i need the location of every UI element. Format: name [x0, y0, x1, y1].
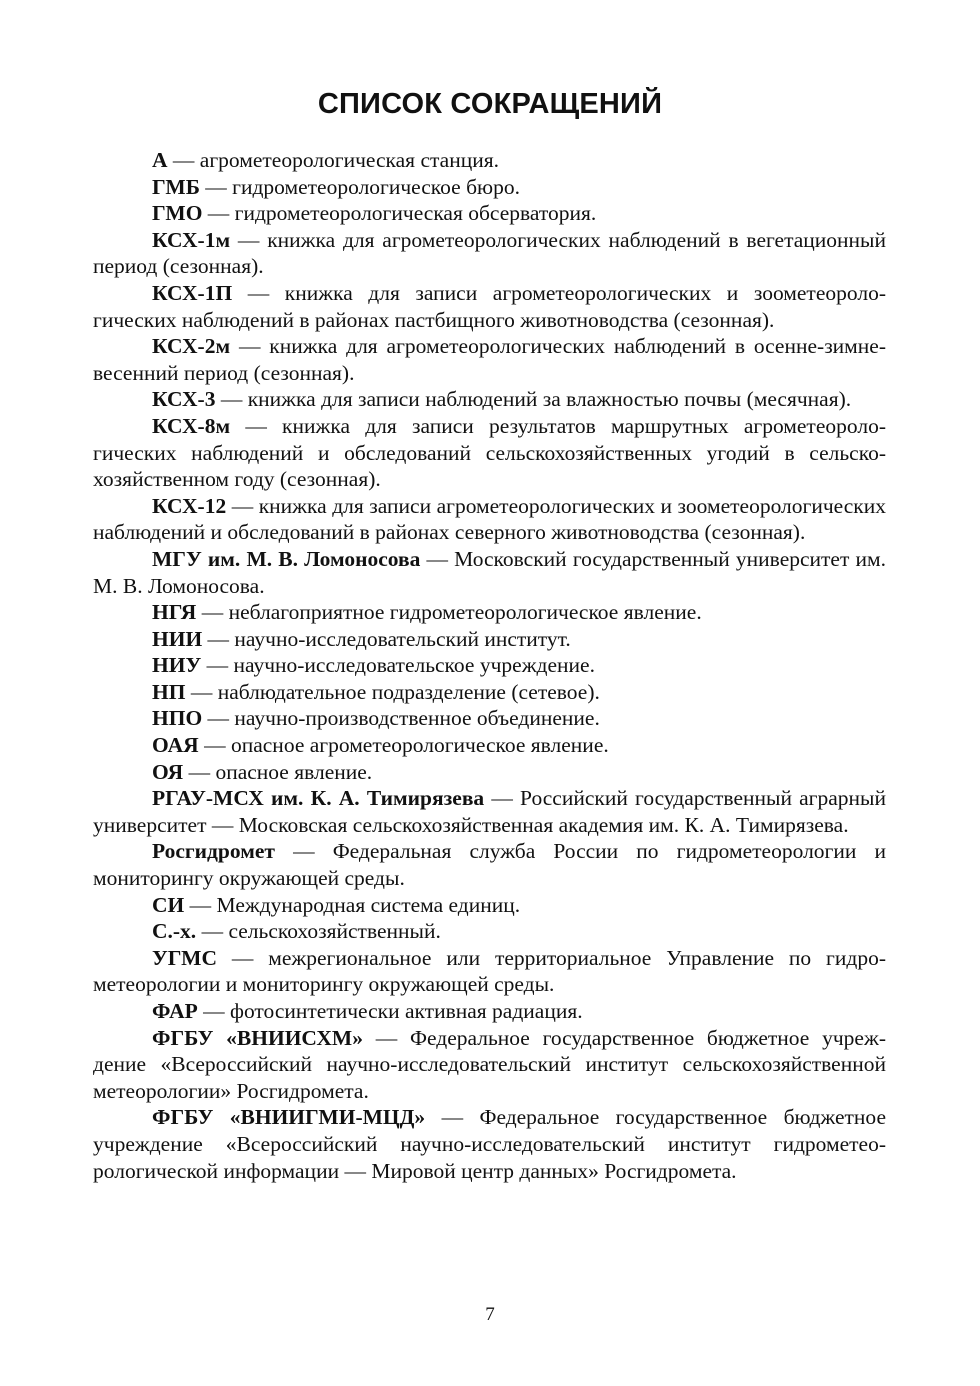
abbreviation-entry [93, 705, 886, 732]
abbreviation-entry [93, 174, 886, 201]
abbreviation-definition: — опасное агрометеорологическое явление. [198, 733, 609, 758]
abbreviation-entry [93, 785, 886, 838]
abbreviation-entry [93, 892, 886, 919]
abbreviation-term: КСХ-1П [152, 280, 233, 305]
abbreviation-entry [93, 679, 886, 706]
abbreviation-term: А [152, 148, 168, 172]
abbreviation-term: НИУ [152, 653, 202, 678]
abbreviation-definition: — сельскохозяйственный. [196, 919, 441, 944]
abbreviation-term: Росгидромет [152, 839, 275, 864]
abbreviation-list [93, 147, 886, 1184]
abbreviation-definition: — Федеральная служба России по гидрометеорологии и мониторингу окружающей среды. [93, 839, 886, 891]
abbreviation-definition: — научно-исследовательское учреждение. [201, 653, 595, 678]
page-title: СПИСОК СОКРАЩЕНИЙ [317, 88, 663, 120]
abbreviation-entry [93, 280, 886, 333]
abbreviation-term: УГМС [152, 945, 217, 970]
abbreviation-term: ОЯ [152, 759, 184, 784]
abbreviation-definition: — книжка для агрометеорологических наблюдений в вегетационный период (сезонная). [93, 227, 886, 279]
abbreviation-definition: — Московский государственный университет им. М. В. Ломоносова. [93, 546, 887, 598]
abbreviation-entry [93, 838, 886, 891]
abbreviation-term: ФГБУ «ВНИИСХМ» [152, 1025, 363, 1050]
abbreviation-term: ОАЯ [152, 733, 199, 758]
abbreviation-definition: — неблагоприятное гидрометеорологическое явление. [196, 600, 702, 625]
abbreviation-term: ФГБУ «ВНИИГМИ-МЦД» [152, 1105, 426, 1130]
abbreviation-definition: — Российский государственный аграрный университет — Московская сельскохозяйственная академия им. К. А. Тимирязева. [93, 786, 886, 837]
abbreviation-term: НИИ [152, 626, 203, 651]
abbreviation-definition: — Международная система единиц. [184, 892, 521, 917]
abbreviation-term: РГАУ-МСХ им. К. А. Тимирязева [152, 786, 485, 811]
abbreviation-entry [93, 413, 886, 493]
abbreviation-entry [93, 945, 886, 998]
abbreviation-term: КСХ-1м [152, 227, 231, 252]
abbreviation-term: ГМБ [152, 174, 200, 199]
abbreviation-definition: — Федеральное государственное бюджетное учреждение «Всероссийский научно-исследовательский институт сельскохозяйственной метеорологии» Росгидромета. [93, 1025, 886, 1103]
abbreviation-entry [93, 652, 886, 679]
abbreviation-definition: — научно-исследовательский институт. [202, 626, 571, 651]
abbreviation-entry [93, 599, 886, 626]
abbreviation-definition: — гидрометеорологическое бюро. [199, 174, 520, 199]
abbreviation-definition: — научно-производственное объединение. [202, 706, 600, 731]
abbreviation-entry [93, 1104, 886, 1184]
abbreviation-term: КСХ-2м [152, 334, 231, 359]
abbreviation-definition: — Федеральное государственное бюджетное учреждение «Всероссийский научно-исследовательский институт гидрометеорологической информации — Мировой центр данных» Росгидромета. [93, 1105, 886, 1183]
abbreviation-term: НГЯ [152, 600, 197, 625]
abbreviation-definition: — книжка для записи результатов маршрутных агрометеорологических наблюдений и обследований сельскохозяйственных угодий в сельскохозяйственном году (сезонная). [93, 413, 886, 492]
abbreviation-entry [93, 1025, 886, 1105]
abbreviation-definition: — книжка для записи агрометеорологических и зоометеорологических наблюдений и обследований в районах северного животноводства (сезонная). [93, 493, 886, 545]
abbreviation-term: НПО [152, 706, 203, 731]
abbreviation-entry [93, 732, 886, 759]
page-number: 7 [485, 1304, 495, 1325]
abbreviation-definition: — гидрометеорологическая обсерватория. [202, 201, 597, 226]
abbreviation-entry [93, 386, 886, 413]
abbreviation-term: КСХ-3 [152, 387, 216, 412]
abbreviation-term: КСХ-12 [152, 493, 227, 518]
abbreviation-term: МГУ им. М. В. Ломоносова [152, 546, 421, 571]
abbreviation-entry [93, 200, 886, 227]
abbreviation-term: ГМО [152, 201, 203, 226]
abbreviation-term: С.-х. [152, 919, 197, 944]
abbreviation-entry [93, 998, 886, 1025]
abbreviation-definition: — книжка для агрометеорологических наблюдений в осенне-зимне-весенний период (сезонная). [93, 334, 886, 385]
abbreviation-entry [93, 546, 886, 599]
abbreviation-entry [93, 918, 886, 945]
abbreviation-definition: — фотосинтетически активная радиация. [197, 999, 583, 1023]
abbreviation-definition: — наблюдательное подразделение (сетевое). [185, 679, 600, 704]
abbreviation-entry [93, 759, 886, 786]
abbreviation-definition: — межрегиональное или территориальное Управление по гидрометеорологии и мониторингу окружающей среды. [93, 945, 886, 997]
abbreviation-definition: — опасное явление. [183, 759, 373, 784]
abbreviation-entry [93, 626, 886, 653]
abbreviation-entry [93, 333, 886, 386]
abbreviation-entry [93, 493, 886, 546]
abbreviation-definition: — книжка для записи наблюдений за влажностью почвы (месячная). [215, 387, 852, 412]
abbreviation-entry [93, 147, 886, 174]
abbreviation-term: СИ [152, 892, 185, 917]
abbreviation-term: НП [152, 679, 186, 704]
abbreviation-term: КСХ-8м [152, 413, 231, 438]
abbreviation-entry [93, 227, 886, 280]
abbreviation-definition: — книжка для записи агрометеорологических и зоометеорологических наблюдений в районах пастбищного животноводства (сезонная). [93, 280, 886, 332]
abbreviation-term: ФАР [152, 999, 198, 1023]
abbreviation-definition: — агрометеорологическая станция. [167, 148, 499, 172]
